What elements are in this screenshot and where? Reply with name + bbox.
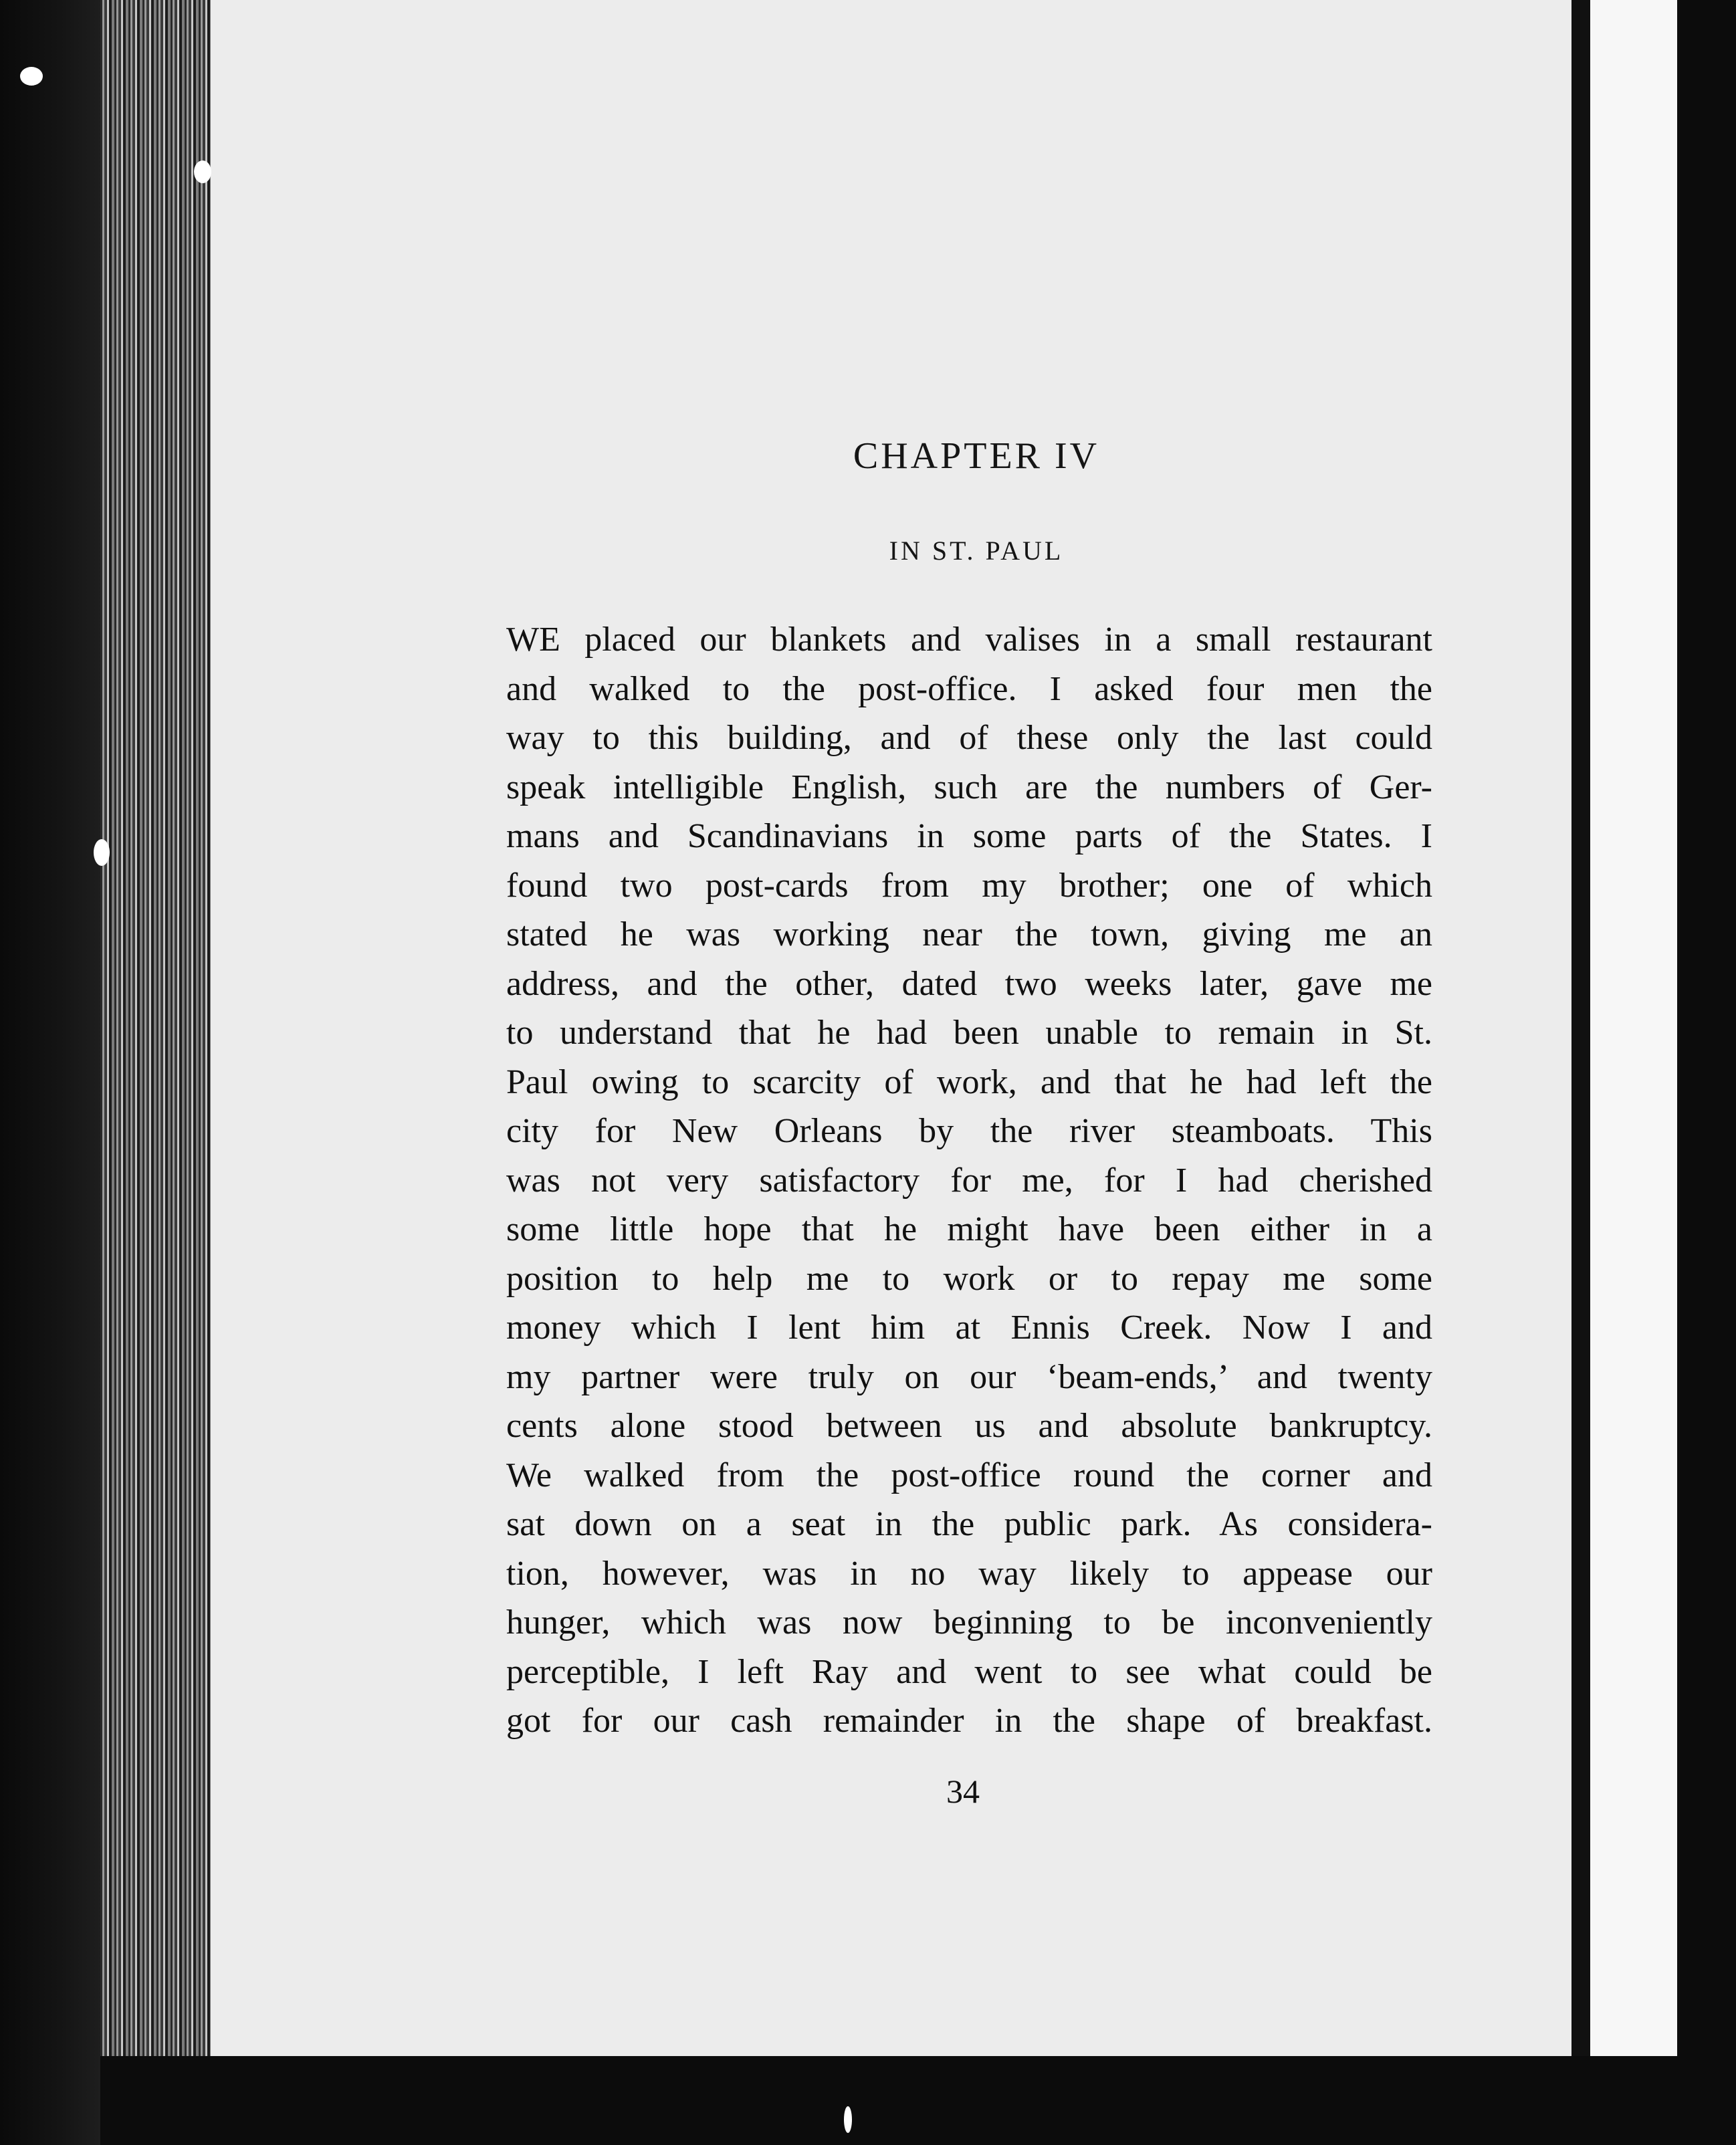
text-line: We walked from the post-office round the corner and xyxy=(506,1456,1432,1494)
scan-speck xyxy=(94,839,110,866)
text-line: mans and Scandinavians in some parts of the States. I xyxy=(506,817,1432,855)
chapter-title: CHAPTER IV xyxy=(853,435,1100,477)
text-line: to understand that he had been unable to remain in St. xyxy=(506,1014,1432,1052)
text-line: money which I lent him at Ennis Creek. Now I and xyxy=(506,1309,1432,1347)
text-line: and walked to the post-office. I asked four men the xyxy=(506,669,1432,708)
text-line: my partner were truly on our ‘beam-ends,’ and twenty xyxy=(506,1357,1432,1396)
page-number: 34 xyxy=(946,1773,980,1810)
scan-speck xyxy=(844,2106,852,2133)
text-line: was not very satisfactory for me, for I had cherished xyxy=(506,1161,1432,1200)
text-line: WE placed our blankets and valises in a small restaurant xyxy=(506,620,1432,659)
text-line: position to help me to work or to repay me some xyxy=(506,1259,1432,1298)
scan-speck xyxy=(20,67,43,86)
right-edge xyxy=(1677,0,1736,2145)
page-edges xyxy=(100,0,211,2145)
text-line: address, and the other, dated two weeks later, gave me xyxy=(506,964,1432,1003)
text-line: perceptible, I left Ray and went to see what could be xyxy=(506,1652,1432,1691)
text-line: cents alone stood between us and absolute bankruptcy. xyxy=(506,1407,1432,1445)
text-line: tion, however, was in no way likely to appease our xyxy=(506,1554,1432,1593)
scan-speck xyxy=(194,160,211,183)
text-line: speak intelligible English, such are the numbers of Ger- xyxy=(506,768,1432,806)
text-line: way to this building, and of these only the last could xyxy=(506,719,1432,757)
text-line: some little hope that he might have been either in a xyxy=(506,1210,1432,1248)
text-line: Paul owing to scarcity of work, and that he had left the xyxy=(506,1062,1432,1101)
text-line: hunger, which was now beginning to be inconveniently xyxy=(506,1603,1432,1642)
text-line: sat down on a seat in the public park. As considera- xyxy=(506,1505,1432,1543)
text-line: stated he was working near the town, giving me an xyxy=(506,915,1432,953)
text-line: city for New Orleans by the river steamboats. This xyxy=(506,1112,1432,1150)
right-border xyxy=(1571,0,1590,2056)
right-margin xyxy=(1590,0,1677,2056)
chapter-body-text xyxy=(506,615,1432,1746)
book-binding xyxy=(0,0,100,2145)
text-line: got for our cash remainder in the shape of breakfast. xyxy=(506,1702,1432,1740)
text-line: found two post-cards from my brother; one of which xyxy=(506,866,1432,905)
bottom-edge xyxy=(100,2056,1736,2145)
chapter-subtitle: IN ST. PAUL xyxy=(889,536,1064,566)
